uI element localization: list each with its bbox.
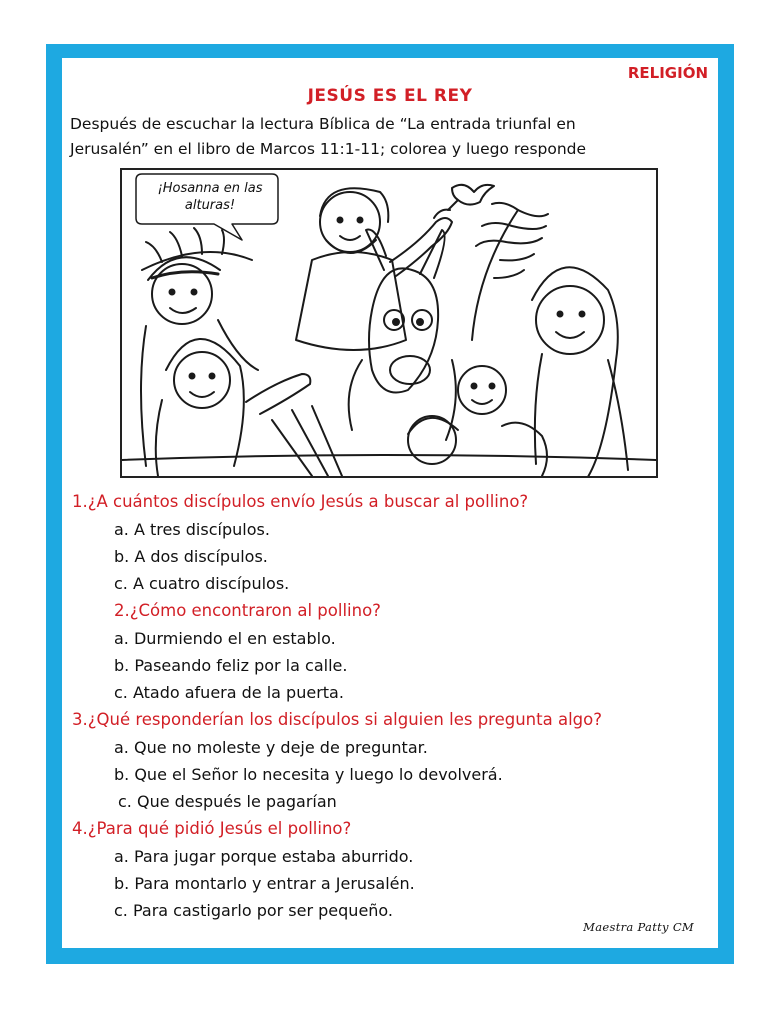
question-4: 4.¿Para qué pidió Jesús el pollino? (72, 819, 352, 838)
question-3-option-c: c. Que después le pagarían (118, 792, 337, 811)
question-3-option-b: b. Que el Señor lo necesita y luego lo devolverá. (114, 765, 503, 784)
question-2: 2.¿Cómo encontraron al pollino? (114, 601, 381, 620)
speech-bubble-line-1: ¡Hosanna en las (157, 181, 263, 196)
blue-frame (46, 44, 734, 964)
question-1-option-c: c. A cuatro discípulos. (114, 574, 290, 593)
question-4-option-a: a. Para jugar porque estaba aburrido. (114, 847, 414, 866)
instructions-line-1: Después de escuchar la lectura Bíblica de “La entrada triunfal en (70, 115, 576, 133)
question-list (72, 488, 712, 924)
triumphal-entry-drawing (122, 170, 656, 476)
instructions-line-2: Jerusalén” en el libro de Marcos 11:1-11; colorea y luego responde (70, 140, 587, 158)
question-3: 3.¿Qué responderían los discípulos si alguien les pregunta algo? (72, 710, 602, 729)
speech-bubble (150, 180, 270, 214)
coloring-illustration (120, 168, 658, 478)
question-1-option-a: a. A tres discípulos. (114, 520, 270, 539)
instructions (70, 112, 690, 162)
question-2-option-b: b. Paseando feliz por la calle. (114, 656, 348, 675)
question-4-option-b: b. Para montarlo y entrar a Jerusalén. (114, 874, 415, 893)
worksheet (62, 58, 718, 948)
question-3-option-a: a. Que no moleste y deje de preguntar. (114, 738, 428, 757)
author-signature: Maestra Patty CM (583, 920, 694, 934)
question-2-option-c: c. Atado afuera de la puerta. (114, 683, 344, 702)
worksheet-title: JESÚS ES EL REY (307, 86, 473, 106)
speech-bubble-line-2: alturas! (184, 198, 236, 213)
question-1: 1.¿A cuántos discípulos envío Jesús a buscar al pollino? (72, 492, 529, 511)
question-4-option-c: c. Para castigarlo por ser pequeño. (114, 901, 394, 920)
question-1-option-b: b. A dos discípulos. (114, 547, 268, 566)
question-2-option-a: a. Durmiendo el en establo. (114, 629, 336, 648)
subject-label: RELIGIÓN (627, 64, 708, 82)
